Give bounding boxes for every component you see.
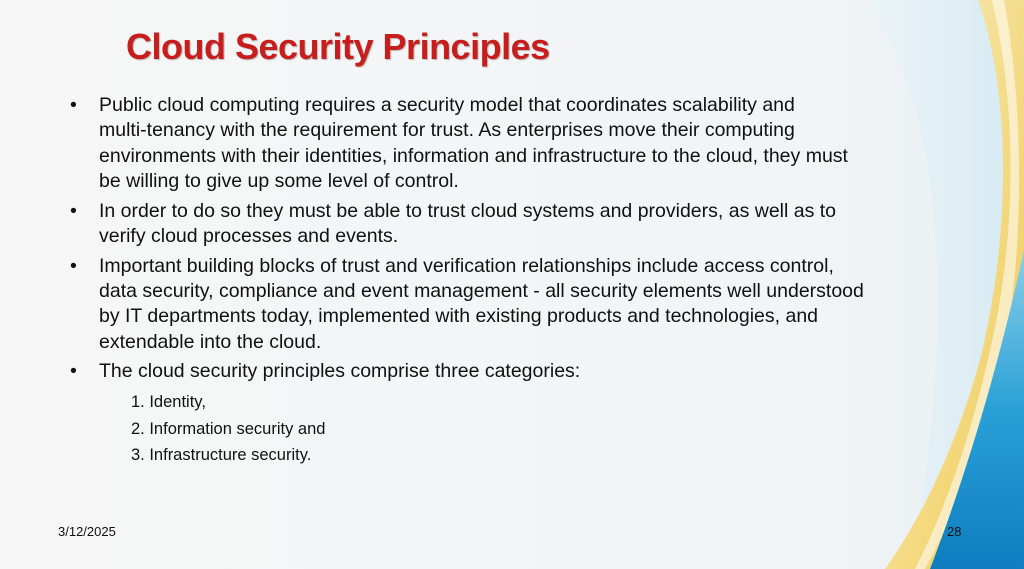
bullet-dot: •	[70, 199, 77, 222]
footer-date: 3/12/2025	[58, 524, 116, 539]
bullet-line: be willing to give up some level of control.	[99, 169, 459, 192]
bullet-dot: •	[70, 254, 77, 277]
bullet-line: In order to do so they must be able to trust cloud systems and providers, as well as to	[99, 199, 837, 222]
bullet-list	[70, 93, 940, 469]
bullet-line: extendable into the cloud.	[99, 330, 322, 353]
bullet-line: Important building blocks of trust and verification relationships include access control,	[99, 254, 834, 277]
category-item: 3. Infrastructure security.	[131, 446, 312, 465]
bullet-line: The cloud security principles comprise three categories:	[99, 360, 581, 383]
bullet-line: multi-tenancy with the requirement for trust. As enterprises move their computing	[99, 119, 795, 142]
bullet-dot: •	[70, 94, 77, 116]
bullet-dot: •	[70, 360, 77, 383]
bullet-line: environments with their identities, information and infrastructure to the cloud, they must	[99, 144, 848, 167]
slide-title: Cloud Security Principles	[126, 26, 550, 67]
page-number: 28	[947, 524, 962, 539]
bullet-line: by IT departments today, implemented with existing products and technologies, and	[99, 305, 819, 328]
bullet-item	[70, 199, 940, 250]
bullet-item	[70, 93, 940, 194]
bullet-item	[70, 254, 940, 355]
bullet-item	[70, 359, 940, 384]
category-item: 1. Identity,	[131, 393, 206, 412]
bullet-line: data security, compliance and event management - all security elements well understood	[99, 280, 864, 303]
bullet-line: verify cloud processes and events.	[99, 224, 399, 247]
category-item: 2. Information security and	[131, 419, 326, 438]
category-list	[70, 389, 940, 469]
bullet-line: Public cloud computing requires a security model that coordinates scalability and	[99, 94, 795, 116]
